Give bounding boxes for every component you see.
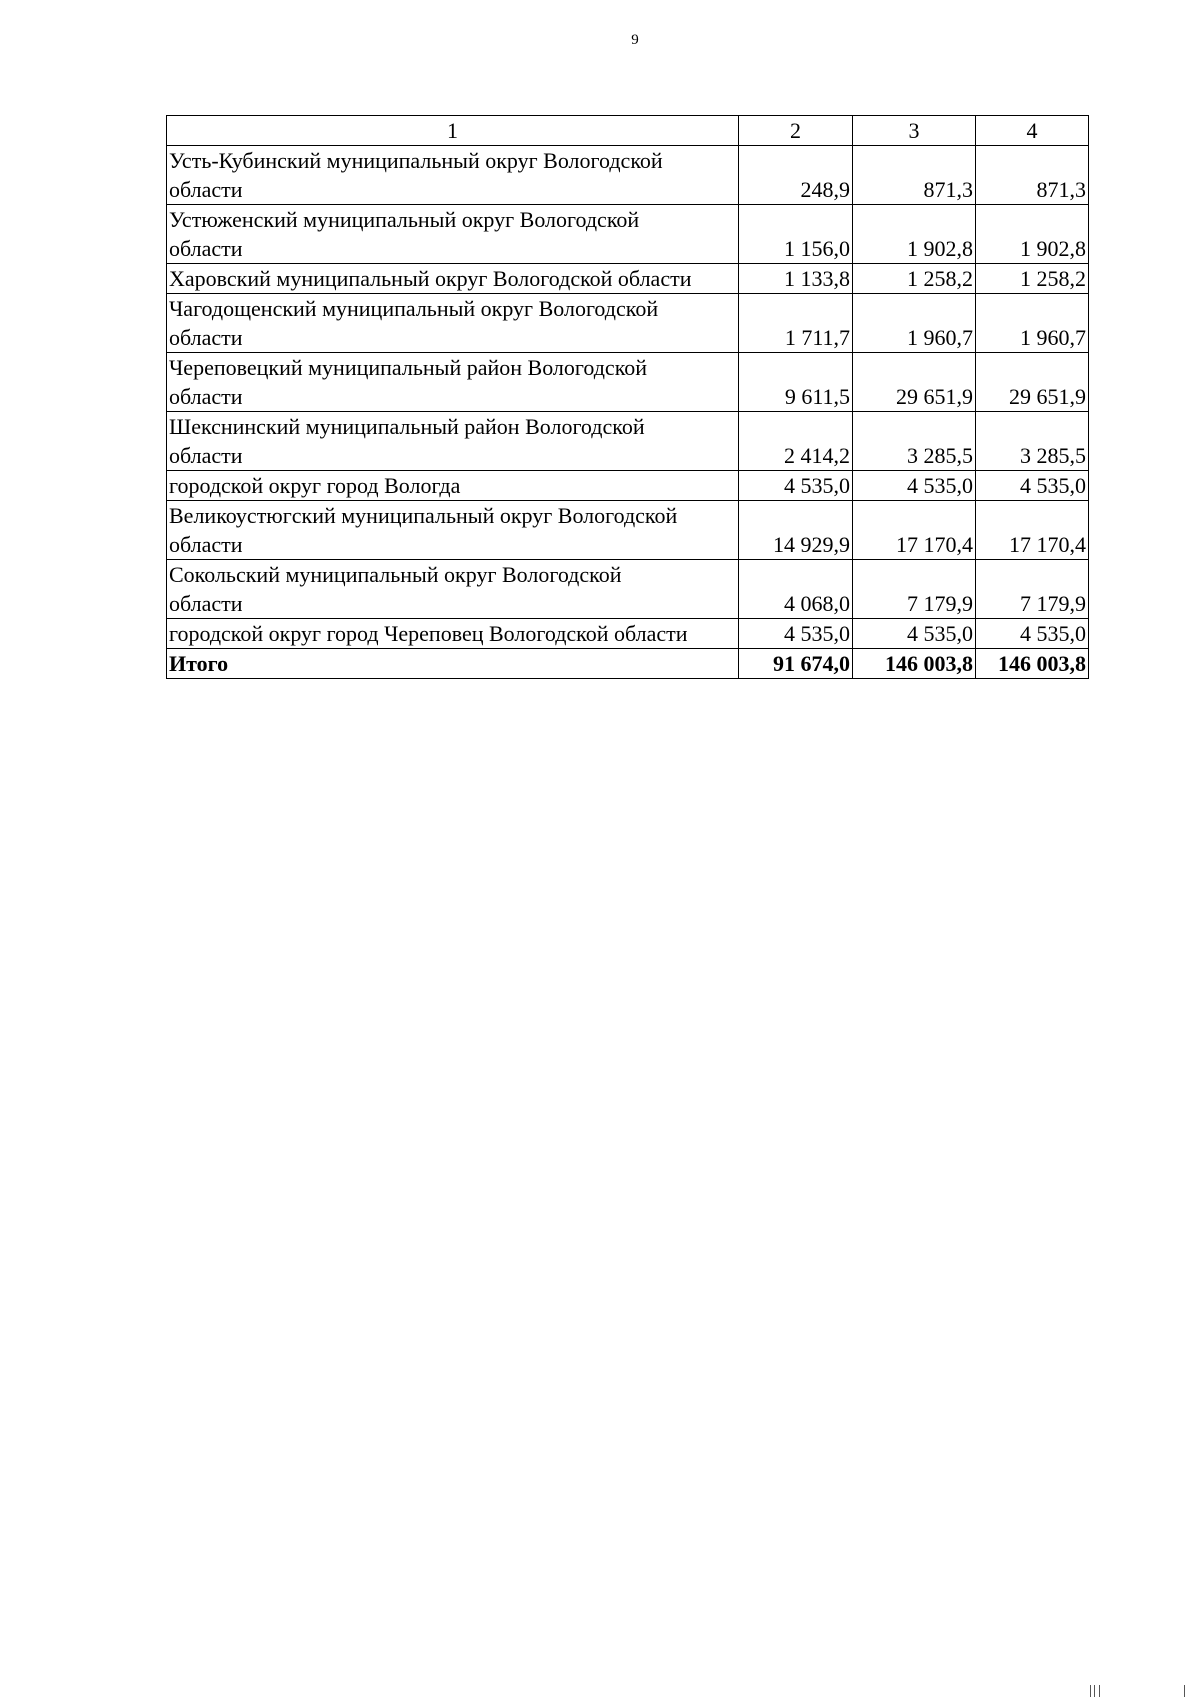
table-row [167,205,1089,264]
value-col3: 7 179,9 [853,560,976,619]
table-row [167,412,1089,471]
value-col4: 871,3 [976,146,1089,205]
value-col2: 4 535,0 [739,619,853,649]
total-col3: 146 003,8 [853,649,976,679]
header-cell-1: 1 [167,116,739,146]
value-col4: 4 535,0 [976,619,1089,649]
value-col4: 17 170,4 [976,501,1089,560]
value-col2: 14 929,9 [739,501,853,560]
value-col2: 1 133,8 [739,264,853,294]
municipality-name: городской округ город Вологда [167,471,739,501]
table-row [167,146,1089,205]
municipality-name: Череповецкий муниципальный район Вологодской области [167,353,739,412]
value-col2: 2 414,2 [739,412,853,471]
value-col2: 9 611,5 [739,353,853,412]
municipality-name: Харовский муниципальный округ Вологодской области [167,264,739,294]
value-col4: 1 258,2 [976,264,1089,294]
value-col3: 1 902,8 [853,205,976,264]
value-col3: 4 535,0 [853,619,976,649]
data-table [166,115,1089,679]
total-col2: 91 674,0 [739,649,853,679]
value-col3: 1 960,7 [853,294,976,353]
municipality-name: Сокольский муниципальный округ Вологодской области [167,560,739,619]
value-col4: 1 902,8 [976,205,1089,264]
value-col2: 1 711,7 [739,294,853,353]
value-col4: 4 535,0 [976,471,1089,501]
total-row [167,649,1089,679]
table-row [167,264,1089,294]
municipality-name: городской округ город Череповец Вологодской области [167,619,739,649]
total-label: Итого [167,649,739,679]
value-col3: 4 535,0 [853,471,976,501]
value-col3: 17 170,4 [853,501,976,560]
page-number: 9 [631,32,639,48]
table-row [167,560,1089,619]
header-cell-3: 3 [853,116,976,146]
municipality-name: Шекснинский муниципальный район Вологодской области [167,412,739,471]
value-col4: 29 651,9 [976,353,1089,412]
table-row [167,501,1089,560]
municipality-name: Чагодощенский муниципальный округ Вологодской области [167,294,739,353]
table-row [167,294,1089,353]
scan-artifact-marks [1080,1683,1190,1697]
value-col2: 248,9 [739,146,853,205]
value-col2: 1 156,0 [739,205,853,264]
municipality-name: Великоустюгский муниципальный округ Вологодской области [167,501,739,560]
header-cell-2: 2 [739,116,853,146]
value-col2: 4 068,0 [739,560,853,619]
table-row [167,619,1089,649]
value-col4: 7 179,9 [976,560,1089,619]
value-col3: 1 258,2 [853,264,976,294]
table-row [167,353,1089,412]
table-header-row [167,116,1089,146]
value-col3: 3 285,5 [853,412,976,471]
table-row [167,471,1089,501]
value-col3: 871,3 [853,146,976,205]
value-col3: 29 651,9 [853,353,976,412]
value-col4: 3 285,5 [976,412,1089,471]
municipality-name: Усть-Кубинский муниципальный округ Вологодской области [167,146,739,205]
value-col4: 1 960,7 [976,294,1089,353]
municipality-name: Устюженский муниципальный округ Вологодской области [167,205,739,264]
header-cell-4: 4 [976,116,1089,146]
value-col2: 4 535,0 [739,471,853,501]
total-col4: 146 003,8 [976,649,1089,679]
